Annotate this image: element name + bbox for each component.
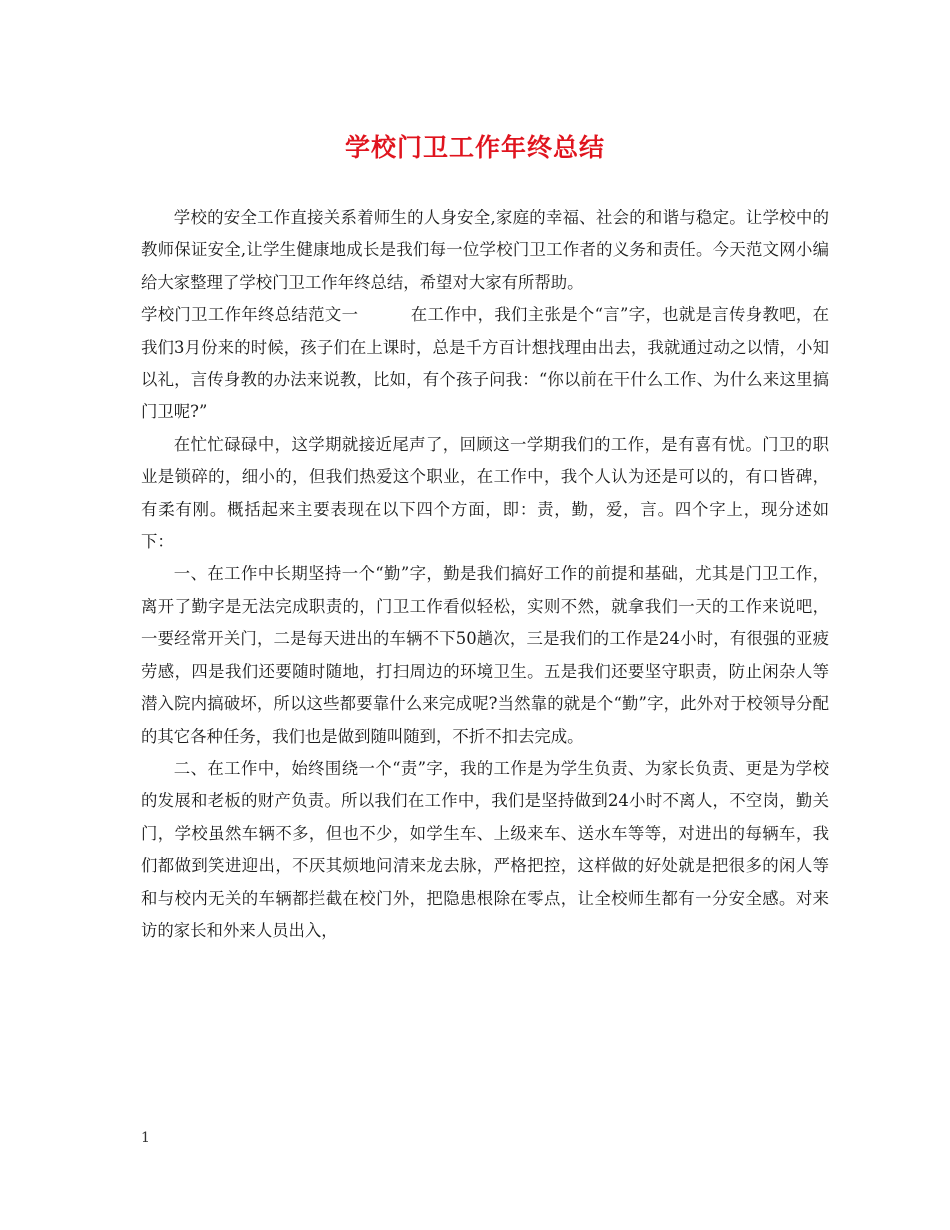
body-paragraph: 在忙忙碌碌中，这学期就接近尾声了，回顾这一学期我们的工作，是有喜有忧。门卫的职业是锁碎的，细小的，但我们热爱这个职业，在工作中，我个人认为还是可以的，有口皆碑，有柔有刚。概括起来主要表现在以下四个方面，即：责，勤，爱，言。四个字上，现分述如下： <box>141 434 829 552</box>
body-paragraph: 二、在工作中，始终围绕一个“责”字，我的工作是为学生负责、为家长负责、更是为学校的发展和老板的财产负责。所以我们在工作中，我们是坚持做到24小时不离人，不空岗，勤关门，学校虽然车辆不多，但也不少，如学生车、上级来车、送水车等等，对进出的每辆车，我们都做到笑进迎出，不厌其烦地问清来龙去脉，严格把控，这样做的好处就是把很多的闲人等和与校内无关的车辆都拦截在校门外，把隐患根除在零点，让全校师生都有一分安全感。对来访的家长和外来人员出入， <box>141 758 829 940</box>
document-body <box>141 202 829 947</box>
section-heading-paragraph <box>141 299 829 429</box>
body-paragraph: 一、在工作中长期坚持一个“勤”字，勤是我们搞好工作的前提和基础，尤其是门卫工作，离开了勤字是无法完成职责的，门卫工作看似轻松，实则不然，就拿我们一天的工作来说吧，一要经常开关门，二是每天进出的车辆不下50趟次，三是我们的工作是24小时，有很强的亚疲劳感，四是我们还要随时随地，打扫周边的环境卫生。五是我们还要坚守职责，防止闲杂人等潜入院内搞破坏，所以这些都要靠什么来完成呢?当然靠的就是个“勤”字，此外对于校领导分配的其它各种任务，我们也是做到随叫随到，不折不扣去完成。 <box>141 564 829 746</box>
intro-paragraph: 学校的安全工作直接关系着师生的人身安全,家庭的幸福、社会的和谐与稳定。让学校中的教师保证安全,让学生健康地成长是我们每一位学校门卫工作者的义务和责任。今天范文网小编给大家整理了学校门卫工作年终总结，希望对大家有所帮助。 <box>141 208 829 292</box>
document-title: 学校门卫工作年终总结 <box>344 133 605 162</box>
page-number: 1 <box>141 1130 150 1146</box>
section-subtitle: 学校门卫工作年终总结范文一 <box>141 305 359 325</box>
section-first-paragraph: 在工作中，我们主张是个“言”字，也就是言传身教吧，在我们3月份来的时候，孩子们在上课时，总是千方百计想找理由出去，我就通过动之以情，小知以礼，言传身教的办法来说教，比如，有个孩子问我：“你以前在干什么工作、为什么来这里搞门卫呢?” <box>141 305 829 422</box>
